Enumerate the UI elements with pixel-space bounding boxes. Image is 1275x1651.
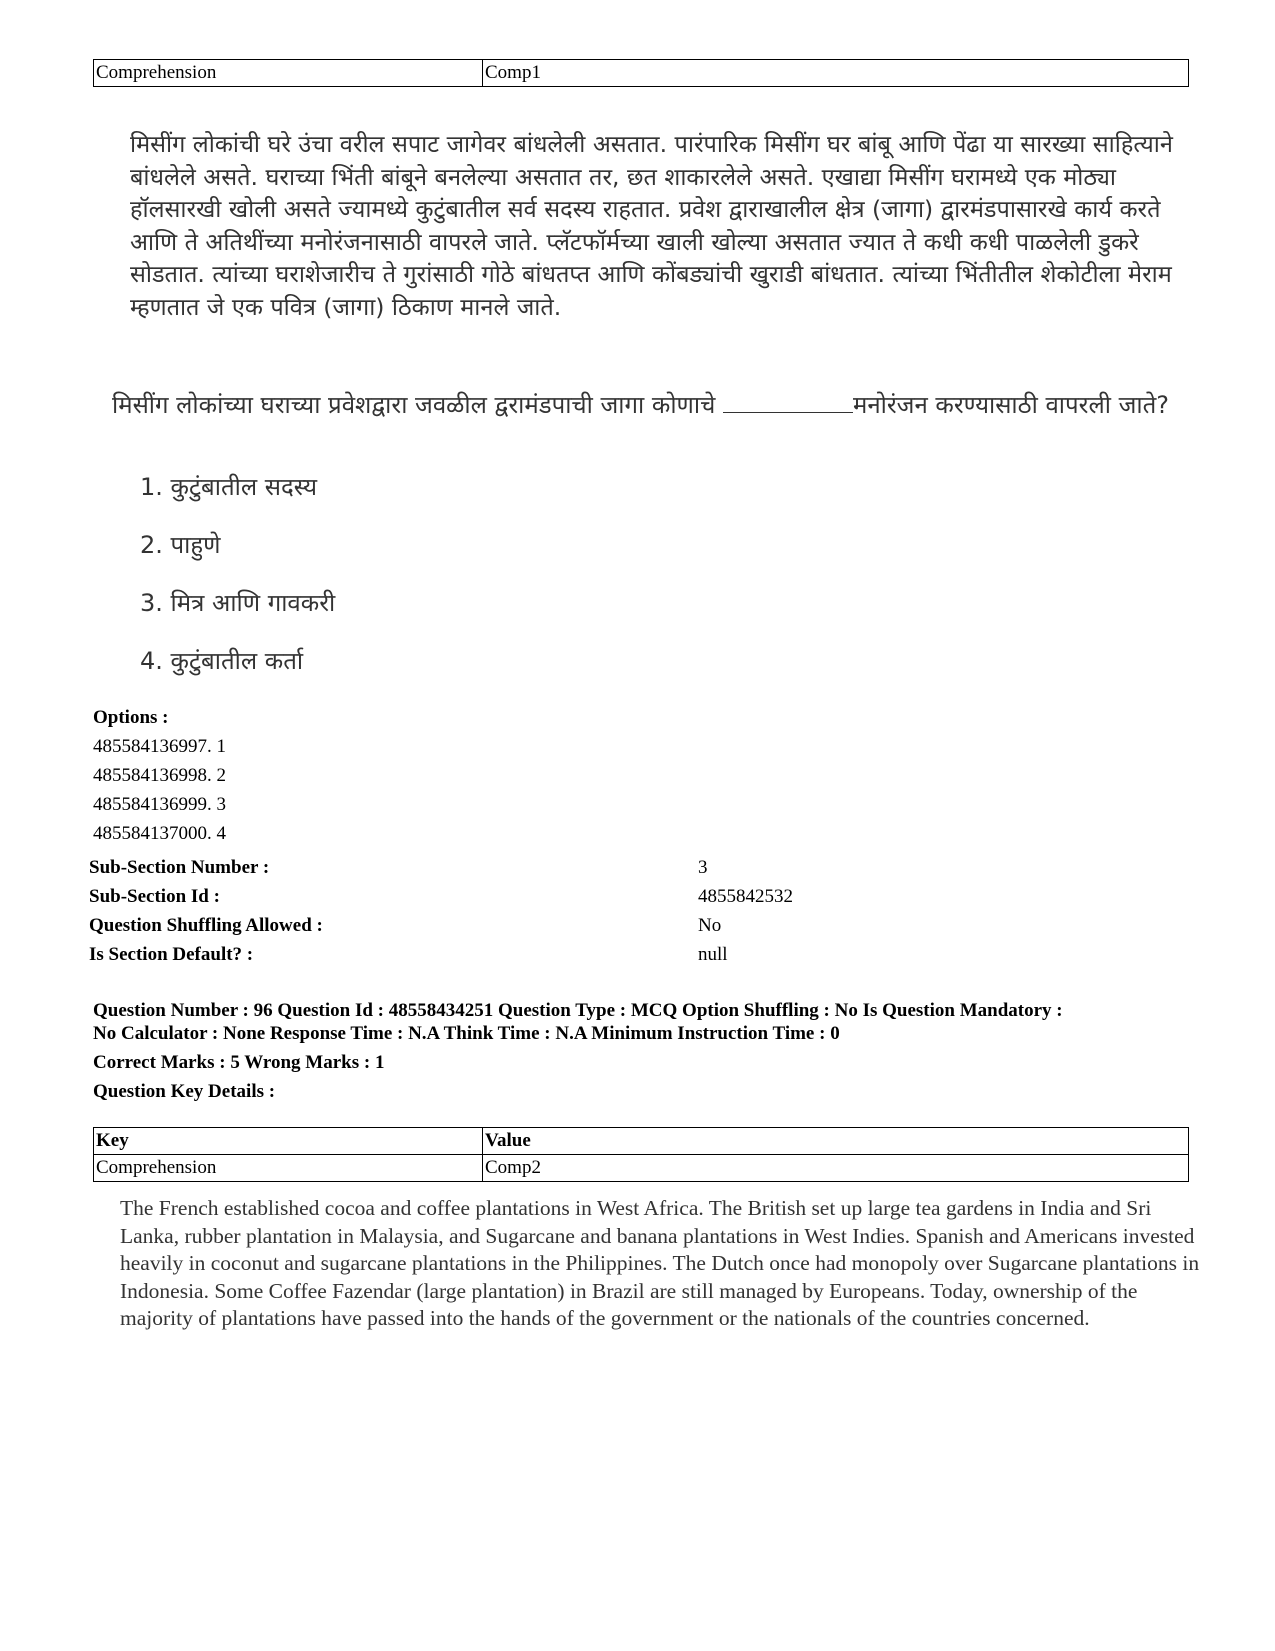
options-list xyxy=(93,703,226,848)
subsection-value: null xyxy=(698,944,728,965)
subsection-row xyxy=(89,911,722,940)
value-cell: Comp1 xyxy=(483,60,1189,87)
subsection-value: 3 xyxy=(698,857,708,878)
option-item: 485584136997. 1 xyxy=(93,736,226,757)
choice-item: 2. पाहुणे xyxy=(140,531,221,559)
marks-block xyxy=(93,1048,384,1106)
marks-text: Correct Marks : 5 Wrong Marks : 1 xyxy=(93,1052,385,1073)
question-info xyxy=(93,999,1193,1045)
question-text-part2: मनोरंजन करण्यासाठी वापरली जाते? xyxy=(852,391,1170,419)
options-title: Options : xyxy=(93,707,169,728)
subsection-row xyxy=(89,940,728,969)
question-info-line2: No Calculator : None Response Time : N.A Think Time : N.A Minimum Instruction Time : 0 xyxy=(93,1023,840,1044)
option-item: 485584137000. 4 xyxy=(93,823,226,844)
question-key-table xyxy=(93,1127,1189,1182)
table-row xyxy=(94,60,1189,87)
question-text xyxy=(112,386,1172,422)
question-choices xyxy=(140,470,335,702)
key-cell: Comprehension xyxy=(94,60,483,87)
header-value: Value xyxy=(483,1128,1189,1155)
choice-item: 4. कुटुंबातील कर्ता xyxy=(140,647,304,675)
subsection-label: Is Section Default? : xyxy=(89,944,254,965)
comprehension-key-table-1 xyxy=(93,59,1189,87)
header-key: Key xyxy=(94,1128,483,1155)
key-details-title: Question Key Details : xyxy=(93,1081,276,1102)
subsection-value: 4855842532 xyxy=(698,886,793,907)
subsection-details xyxy=(89,853,793,969)
answer-blank xyxy=(723,386,853,413)
table-row xyxy=(94,1155,1189,1182)
choice-item: 1. कुटुंबातील सदस्य xyxy=(140,473,317,501)
option-item: 485584136998. 2 xyxy=(93,765,226,786)
subsection-value: No xyxy=(698,915,722,936)
subsection-label: Sub-Section Number : xyxy=(89,857,270,878)
subsection-label: Question Shuffling Allowed : xyxy=(89,915,323,936)
key-cell: Comprehension xyxy=(94,1155,483,1182)
subsection-row xyxy=(89,882,793,911)
choice-item: 3. मित्र आणि गावकरी xyxy=(140,589,336,617)
question-text-part1: मिसींग लोकांच्या घराच्या प्रवेशद्वारा जवळील द्वरामंडपाची जागा कोणाचे xyxy=(112,391,723,419)
subsection-label: Sub-Section Id : xyxy=(89,886,220,907)
subsection-row xyxy=(89,853,708,882)
option-item: 485584136999. 3 xyxy=(93,794,226,815)
comprehension-passage-marathi: मिसींग लोकांची घरे उंचा वरील सपाट जागेवर बांधलेली असतात. पारंपारिक मिसींग घर बांबू आणि पेंढा या सारख्या साहित्याने बांधलेले असते. घराच्या भिंती बांबूने बनलेल्या असतात तर, छत शाकारलेले असते. एखाद्या मिसींग घरामध्ये एक मोठ्या हॉलसारखी खोली असते ज्यामध्ये कुटुंबातील सर्व सदस्य राहतात. प्रवेश द्वाराखालील क्षेत्र (जागा) द्वारमंडपासारखे कार्य करते आणि ते अतिथींच्या मनोरंजनासाठी वापरले जाते. प्लॅटफॉर्मच्या खाली खोल्या असतात ज्यात ते कधी कधी पाळलेली डुकरे सोडतात. त्यांच्या घराशेजारीच ते गुरांसाठी गोठे बांधतप्त आणि कोंबड्यांची खुराडी बांधतात. त्यांच्या भिंतीतील शेकोटीला मेराम म्हणतात जे एक पवित्र (जागा) ठिकाण मानले जाते. xyxy=(130,130,1173,321)
table-header-row xyxy=(94,1128,1189,1155)
comprehension-passage-english: The French established cocoa and coffee plantations in West Africa. The British set up large tea gardens in India and Sri Lanka, rubber plantation in Malaysia, and Sugarcane and banana plantations in West Indies. Spanish and Americans invested heavily in coconut and sugarcane plantations in the Philippines. The Dutch once had monopoly over Sugarcane plantations in Indonesia. Some Coffee Fazendar (large plantation) in Brazil are still managed by Europeans. Today, ownership of the majority of plantations have passed into the hands of the government or the nationals of the countries concerned. xyxy=(120,1196,1200,1331)
question-info-line1: Question Number : 96 Question Id : 48558434251 Question Type : MCQ Option Shuffling : No Is Question Mandatory : xyxy=(93,1000,1063,1021)
value-cell: Comp2 xyxy=(483,1155,1189,1182)
